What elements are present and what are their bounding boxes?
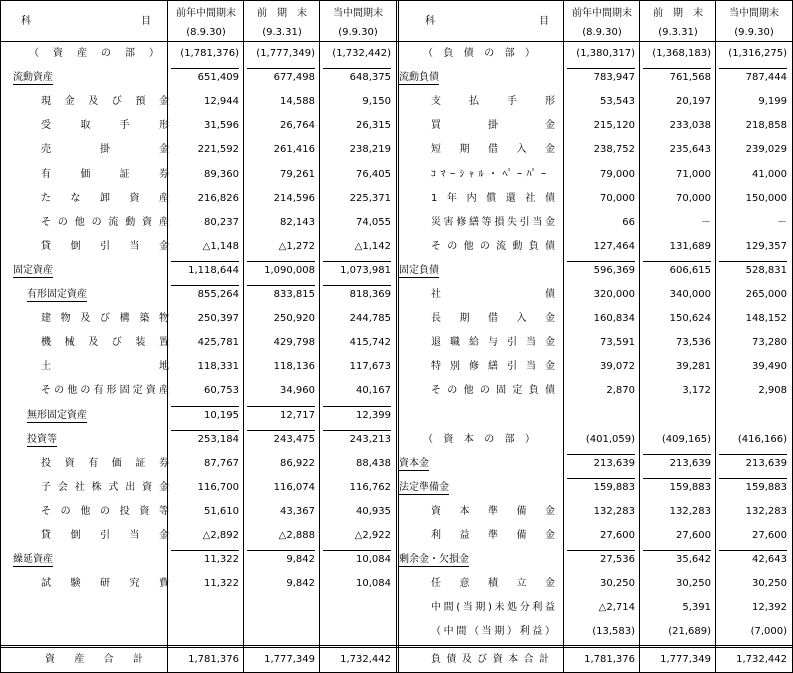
label-underline — [13, 84, 53, 85]
asset-label: 機械及び装置 — [41, 337, 169, 349]
label-underline — [13, 566, 53, 567]
value-underline — [719, 68, 787, 69]
liability-value: △2,714 — [598, 602, 635, 614]
label-underline — [399, 494, 449, 495]
liability-value: (416,166) — [737, 433, 787, 445]
asset-value: △2,888 — [278, 530, 315, 541]
liability-value: 27,536 — [600, 554, 635, 566]
liability-value: 66 — [622, 216, 635, 228]
liability-value: 606,615 — [669, 264, 711, 276]
asset-label: 売掛金 — [41, 144, 169, 156]
liability-value: 5,391 — [682, 602, 711, 614]
liability-value: 9,199 — [758, 96, 787, 108]
asset-value: 40,167 — [356, 385, 391, 397]
value-underline — [323, 261, 391, 262]
value-underline — [719, 478, 787, 479]
liability-value: (1,380,317) — [576, 48, 635, 59]
asset-label: 有価証券 — [41, 168, 169, 180]
asset-label: その他の有形固定資産 — [41, 385, 169, 397]
value-underline — [323, 285, 391, 286]
asset-value: △1,272 — [278, 240, 315, 252]
liability-label: 支払手形 — [431, 96, 555, 108]
liability-label: その他の流動負債 — [431, 240, 555, 252]
asset-value: 79,261 — [280, 168, 315, 180]
liability-value: 238,752 — [593, 144, 635, 156]
asset-value: 11,322 — [204, 578, 239, 590]
asset-value: (1,732,442) — [332, 48, 391, 59]
value-underline — [171, 406, 239, 407]
liability-label: （中間（当期）利益） — [431, 626, 555, 638]
asset-label: 繰延資産 — [13, 554, 53, 566]
asset-value: 51,610 — [204, 505, 239, 517]
liability-value: 148,152 — [745, 313, 787, 325]
asset-value: 43,367 — [280, 505, 315, 517]
asset-value: 88,438 — [356, 457, 391, 469]
value-underline — [643, 550, 711, 551]
liability-value: 233,038 — [669, 120, 711, 132]
asset-value: 118,331 — [197, 361, 239, 373]
asset-value: 425,781 — [197, 337, 239, 349]
asset-value: 1,118,644 — [188, 264, 239, 276]
column-header-title: 前年中間期末 — [572, 8, 632, 19]
liability-label: 利益準備金 — [431, 530, 555, 541]
asset-value: 415,742 — [349, 337, 391, 349]
asset-label: 固定資産 — [13, 264, 53, 276]
asset-value: 34,960 — [280, 385, 315, 397]
value-underline — [247, 550, 315, 551]
label-underline — [13, 277, 53, 278]
asset-label: 現金及び預金 — [41, 96, 169, 108]
asset-value: 11,322 — [204, 554, 239, 566]
asset-value: 12,717 — [280, 409, 315, 421]
asset-value: 244,785 — [349, 313, 391, 325]
liability-value: 127,464 — [593, 240, 635, 252]
value-underline — [247, 406, 315, 407]
liability-value: 159,883 — [745, 481, 787, 493]
asset-value: △2,892 — [202, 530, 239, 541]
liability-value: 340,000 — [669, 289, 711, 300]
liability-value: 235,643 — [669, 144, 711, 156]
liability-value: 132,283 — [669, 505, 711, 517]
asset-label: 投資有価証券 — [41, 457, 169, 469]
column-divider — [715, 1, 716, 672]
liability-value: 30,250 — [600, 578, 635, 590]
column-header-title: 当中間期末 — [729, 8, 779, 19]
label-underline — [27, 422, 87, 423]
column-divider — [319, 1, 320, 672]
liability-value: 73,591 — [600, 337, 635, 349]
asset-value: 31,596 — [204, 120, 239, 132]
liability-value: 2,870 — [606, 385, 635, 397]
column-header-title: 当中間期末 — [333, 8, 383, 19]
column-header-title: 前年中間期末 — [176, 8, 236, 19]
liability-total-value: 1,777,349 — [660, 654, 711, 665]
asset-value: 216,826 — [197, 192, 239, 204]
column-header-date: (9.9.30) — [338, 27, 378, 38]
liability-value: 239,029 — [745, 144, 787, 156]
asset-value: 243,475 — [273, 433, 315, 445]
value-underline — [323, 430, 391, 431]
liability-label: （負債の部） — [423, 48, 535, 59]
liability-label: 1年内償還社債 — [431, 192, 555, 204]
liability-total-value: 1,732,442 — [736, 654, 787, 665]
asset-value: 818,369 — [349, 289, 391, 300]
value-underline — [323, 68, 391, 69]
liability-label: 流動負債 — [399, 72, 439, 84]
column-header-date: (8.9.30) — [582, 27, 622, 38]
value-underline — [247, 285, 315, 286]
value-underline — [171, 430, 239, 431]
liability-value: 131,689 — [669, 240, 711, 252]
liability-value: 160,834 — [593, 313, 635, 325]
liability-value: 79,000 — [600, 168, 635, 180]
liability-value: 27,600 — [752, 530, 787, 541]
totals-divider — [1, 645, 792, 648]
value-underline — [567, 454, 635, 455]
liability-value: 30,250 — [752, 578, 787, 590]
label-underline — [399, 277, 439, 278]
asset-value: 74,055 — [356, 216, 391, 228]
liability-value: 761,568 — [669, 72, 711, 84]
column-header-date: (8.9.30) — [186, 27, 226, 38]
liability-value: － — [701, 216, 711, 228]
asset-label: 受取手形 — [41, 120, 169, 132]
header-divider — [1, 41, 792, 42]
liability-label: 短期借入金 — [431, 144, 555, 156]
liability-value: (7,000) — [750, 626, 787, 638]
label-underline — [27, 446, 57, 447]
column-header-date: (9.3.31) — [658, 27, 698, 38]
value-underline — [171, 285, 239, 286]
liability-value: 596,369 — [593, 264, 635, 276]
asset-value: 1,090,008 — [264, 264, 315, 276]
asset-label: その他の投資等 — [41, 505, 169, 517]
liability-value: 20,197 — [676, 96, 711, 108]
asset-label: 貸倒引当金 — [41, 240, 169, 252]
asset-value: 243,213 — [349, 433, 391, 445]
value-underline — [719, 550, 787, 551]
liability-value: 150,000 — [745, 192, 787, 204]
asset-value: 238,219 — [349, 144, 391, 156]
liability-value: 213,639 — [593, 457, 635, 469]
value-underline — [643, 261, 711, 262]
asset-value: 116,700 — [197, 481, 239, 493]
asset-value: 9,842 — [286, 554, 315, 566]
liability-label: 退職給与引当金 — [431, 337, 555, 349]
label-underline — [399, 566, 469, 567]
liability-total-value: 1,781,376 — [584, 654, 635, 665]
value-underline — [643, 478, 711, 479]
value-underline — [643, 454, 711, 455]
asset-value: △1,148 — [202, 240, 239, 252]
liability-value: 39,281 — [676, 361, 711, 373]
liability-value: 39,072 — [600, 361, 635, 373]
asset-value: 26,315 — [356, 120, 391, 132]
column-divider — [243, 1, 244, 672]
label-underline — [399, 470, 429, 471]
liability-value: (13,583) — [592, 626, 635, 638]
liability-value: 159,883 — [669, 481, 711, 493]
asset-value: 253,184 — [197, 433, 239, 445]
asset-label: 流動資産 — [13, 72, 53, 84]
asset-value: 677,498 — [273, 72, 315, 84]
column-header-date: (9.9.30) — [734, 27, 774, 38]
asset-value: 250,397 — [197, 313, 239, 325]
value-underline — [171, 68, 239, 69]
asset-total-label: 資産合計 — [45, 654, 143, 665]
asset-value: (1,777,349) — [256, 48, 315, 59]
value-underline — [643, 68, 711, 69]
asset-label: 無形固定資産 — [27, 409, 87, 421]
liability-value: 129,357 — [745, 240, 787, 252]
liability-label: 買掛金 — [431, 120, 555, 132]
asset-value: 116,762 — [349, 481, 391, 493]
value-underline — [171, 550, 239, 551]
asset-value: 225,371 — [349, 192, 391, 204]
asset-value: 1,073,981 — [340, 264, 391, 276]
asset-value: 76,405 — [356, 168, 391, 180]
value-underline — [567, 68, 635, 69]
liability-label: （資本の部） — [423, 433, 535, 445]
asset-value: 12,399 — [356, 409, 391, 421]
asset-label: 有形固定資産 — [27, 289, 87, 300]
liability-value: 73,280 — [752, 337, 787, 349]
asset-label: （資産の部） — [29, 48, 159, 59]
asset-value: 10,084 — [356, 554, 391, 566]
liability-value: 70,000 — [600, 192, 635, 204]
liability-value: (21,689) — [668, 626, 711, 638]
liability-value: 213,639 — [669, 457, 711, 469]
liability-label: 法定準備金 — [399, 481, 449, 493]
liability-value: － — [777, 216, 787, 228]
asset-value: 14,588 — [280, 96, 315, 108]
liability-total-label: 負債及び資本合計 — [431, 654, 549, 665]
value-underline — [567, 261, 635, 262]
asset-label: 試験研究費 — [41, 578, 169, 590]
asset-total-value: 1,781,376 — [188, 654, 239, 665]
liability-label: 長期借入金 — [431, 313, 555, 325]
value-underline — [171, 261, 239, 262]
asset-value: 80,237 — [204, 216, 239, 228]
liability-value: (1,316,275) — [728, 48, 787, 59]
liability-value: 70,000 — [676, 192, 711, 204]
subject-header-right: 科 目 — [425, 16, 549, 27]
liability-value: 787,444 — [745, 72, 787, 84]
liability-value: 132,283 — [593, 505, 635, 517]
liability-label: 任意積立金 — [431, 578, 555, 590]
value-underline — [567, 550, 635, 551]
asset-value: 118,136 — [273, 361, 315, 373]
asset-value: 9,150 — [362, 96, 391, 108]
asset-value: △2,922 — [354, 530, 391, 541]
asset-value: 12,944 — [204, 96, 239, 108]
asset-label: 子会社株式出資金 — [41, 481, 169, 493]
liability-value: 30,250 — [676, 578, 711, 590]
asset-value: 648,375 — [349, 72, 391, 84]
column-divider — [639, 1, 640, 672]
asset-total-value: 1,777,349 — [264, 654, 315, 665]
liability-value: (401,059) — [585, 433, 635, 445]
liability-value: 42,643 — [752, 554, 787, 566]
liability-label: 特別修繕引当金 — [431, 361, 555, 373]
asset-value: 261,416 — [273, 144, 315, 156]
asset-value: 651,409 — [197, 72, 239, 84]
column-divider — [396, 1, 399, 672]
asset-value: 116,074 — [273, 481, 315, 493]
liability-value: 71,000 — [676, 168, 711, 180]
liability-value: 73,536 — [676, 337, 711, 349]
column-header-title: 前 期 末 — [653, 8, 703, 19]
liability-value: 12,392 — [752, 602, 787, 614]
asset-label: 建物及び構築物 — [41, 313, 169, 325]
liability-label: 中間(当期)未処分利益 — [431, 602, 555, 614]
label-underline — [27, 301, 87, 302]
asset-value: 429,798 — [273, 337, 315, 349]
label-underline — [399, 84, 439, 85]
asset-value: 250,920 — [273, 313, 315, 325]
value-underline — [719, 454, 787, 455]
value-underline — [247, 261, 315, 262]
value-underline — [719, 261, 787, 262]
column-divider — [563, 1, 564, 672]
liability-value: 159,883 — [593, 481, 635, 493]
liability-value: 783,947 — [593, 72, 635, 84]
liability-value: 218,858 — [745, 120, 787, 132]
value-underline — [247, 430, 315, 431]
liability-value: 213,639 — [745, 457, 787, 469]
asset-value: 214,596 — [273, 192, 315, 204]
asset-value: 87,767 — [204, 457, 239, 469]
liability-value: 3,172 — [682, 385, 711, 397]
liability-value: 27,600 — [600, 530, 635, 541]
asset-value: △1,142 — [354, 240, 391, 252]
asset-label: 投資等 — [27, 433, 57, 445]
liability-label: ｺﾏｰｼｬﾙ・ﾍﾟｰﾊﾟｰ — [431, 168, 551, 180]
asset-value: 60,753 — [204, 385, 239, 397]
column-header-title: 前 期 末 — [257, 8, 307, 19]
asset-label: 土地 — [41, 361, 169, 373]
liability-label: 災害修繕等損失引当金 — [431, 216, 555, 228]
asset-value: 855,264 — [197, 289, 239, 300]
liability-value: 35,642 — [676, 554, 711, 566]
asset-value: 26,764 — [280, 120, 315, 132]
value-underline — [323, 406, 391, 407]
subject-header-left: 科 目 — [21, 16, 151, 27]
liability-value: 39,490 — [752, 361, 787, 373]
liability-value: (1,368,183) — [652, 48, 711, 59]
liability-value: (409,165) — [661, 433, 711, 445]
liability-value: 320,000 — [593, 289, 635, 300]
asset-value: 40,935 — [356, 505, 391, 517]
liability-label: 固定負債 — [399, 264, 439, 276]
liability-value: 2,908 — [758, 385, 787, 397]
value-underline — [247, 68, 315, 69]
asset-value: 117,673 — [349, 361, 391, 373]
asset-value: 82,143 — [280, 216, 315, 228]
liability-value: 215,120 — [593, 120, 635, 132]
liability-value: 528,831 — [745, 264, 787, 276]
asset-value: 10,195 — [204, 409, 239, 421]
liability-label: 資本準備金 — [431, 505, 555, 517]
liability-value: 27,600 — [676, 530, 711, 541]
asset-label: 貸倒引当金 — [41, 530, 169, 541]
asset-value: 89,360 — [204, 168, 239, 180]
liability-value: 53,543 — [600, 96, 635, 108]
value-underline — [567, 478, 635, 479]
asset-label: たな卸資産 — [41, 192, 169, 204]
asset-value: 10,084 — [356, 578, 391, 590]
column-header-date: (9.3.31) — [262, 27, 302, 38]
asset-value: 86,922 — [280, 457, 315, 469]
asset-total-value: 1,732,442 — [340, 654, 391, 665]
liability-label: 剰余金・欠損金 — [399, 554, 469, 566]
liability-value: 132,283 — [745, 505, 787, 517]
liability-label: 社債 — [431, 289, 555, 300]
asset-value: 833,815 — [273, 289, 315, 300]
liability-value: 150,624 — [669, 313, 711, 325]
asset-value: 221,592 — [197, 144, 239, 156]
liability-label: 資本金 — [399, 457, 429, 469]
liability-value: 41,000 — [752, 168, 787, 180]
asset-label: その他の流動資産 — [41, 216, 169, 228]
asset-value: 9,842 — [286, 578, 315, 590]
liability-value: 265,000 — [745, 289, 787, 300]
value-underline — [323, 550, 391, 551]
asset-value: (1,781,376) — [180, 48, 239, 59]
liability-label: その他の固定負債 — [431, 385, 555, 397]
